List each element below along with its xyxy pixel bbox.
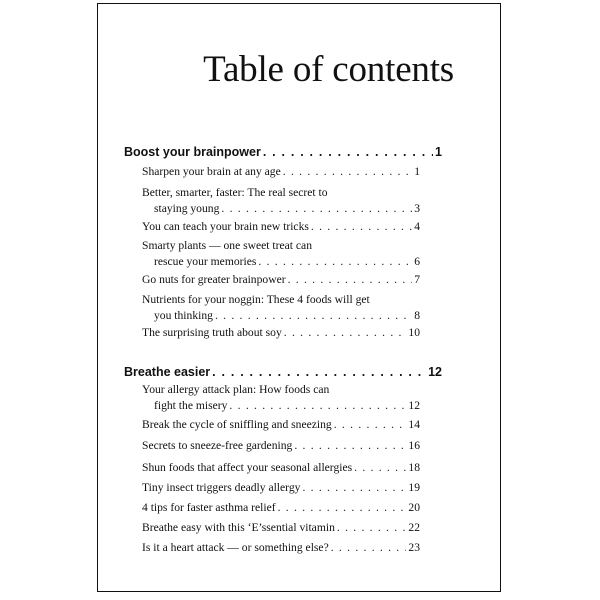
toc-entry[interactable] — [142, 164, 420, 180]
dot-leader — [311, 219, 412, 235]
entry-title: fight the misery — [154, 399, 228, 412]
entry-title: 4 tips for faster asthma relief — [142, 501, 276, 514]
entry-title-line1: Smarty plants — one sweet treat can — [142, 239, 312, 252]
toc-section — [124, 361, 442, 379]
section-title: Boost your brainpower — [124, 145, 261, 159]
toc-entry[interactable] — [142, 382, 420, 414]
dot-leader — [302, 480, 406, 496]
entry-page: 23 — [408, 541, 420, 554]
entry-title-line1: Nutrients for your noggin: These 4 foods will get — [142, 293, 370, 306]
entry-page: 18 — [408, 461, 420, 474]
toc-entry[interactable] — [142, 272, 420, 288]
toc-entry[interactable] — [142, 520, 420, 536]
toc-entry[interactable] — [142, 540, 420, 556]
toc-entry[interactable] — [142, 325, 420, 341]
entry-page: 6 — [414, 255, 420, 268]
dot-leader — [337, 520, 407, 536]
entry-page: 4 — [414, 220, 420, 233]
toc-section — [124, 141, 442, 159]
entry-page: 19 — [408, 481, 420, 494]
entry-page: 3 — [414, 202, 420, 215]
dot-leader — [221, 201, 412, 217]
entry-page: 12 — [408, 399, 420, 412]
entry-page: 1 — [414, 165, 420, 178]
dot-leader — [354, 460, 406, 476]
toc-entry[interactable] — [142, 292, 420, 324]
dot-leader — [212, 365, 426, 379]
entry-title: The surprising truth about soy — [142, 326, 282, 339]
entry-title-line1: Your allergy attack plan: How foods can — [142, 383, 330, 396]
entry-page: 22 — [408, 521, 420, 534]
toc-entry[interactable] — [142, 480, 420, 496]
section-page: 12 — [428, 365, 442, 379]
entry-title: you thinking — [154, 309, 213, 322]
toc-entry[interactable] — [142, 417, 420, 433]
entry-title: You can teach your brain new tricks — [142, 220, 309, 233]
toc-entry[interactable] — [142, 219, 420, 235]
dot-leader — [258, 254, 412, 270]
entry-title-line1: Better, smarter, faster: The real secret to — [142, 186, 328, 199]
entry-title: Sharpen your brain at any age — [142, 165, 281, 178]
dot-leader — [229, 398, 406, 414]
entry-title: Tiny insect triggers deadly allergy — [142, 481, 301, 494]
dot-leader — [331, 540, 407, 556]
entry-page: 20 — [408, 501, 420, 514]
toc-entry[interactable] — [142, 185, 420, 217]
dot-leader — [294, 438, 406, 454]
dot-leader — [278, 500, 407, 516]
dot-leader — [215, 308, 412, 324]
toc-entry[interactable] — [142, 238, 420, 270]
entry-title: Go nuts for greater brainpower — [142, 273, 286, 286]
entry-page: 7 — [414, 273, 420, 286]
entry-page: 10 — [408, 326, 420, 339]
entry-title: Shun foods that affect your seasonal allergies — [142, 461, 353, 474]
entry-page: 14 — [408, 418, 420, 431]
section-page: 1 — [435, 145, 442, 159]
dot-leader — [263, 145, 433, 159]
entry-title: rescue your memories — [154, 255, 257, 268]
page-title: Table of contents — [203, 49, 454, 90]
section-title: Breathe easier — [124, 365, 211, 379]
entry-title: Secrets to sneeze-free gardening — [142, 439, 293, 452]
dot-leader — [288, 272, 413, 288]
section-heading[interactable] — [124, 361, 442, 379]
entry-page: 8 — [414, 309, 420, 322]
dot-leader — [334, 417, 407, 433]
section-heading[interactable] — [124, 141, 442, 159]
entry-title: staying young — [154, 202, 220, 215]
entry-title: Breathe easy with this ‘E’ssential vitamin — [142, 521, 335, 534]
entry-title: Break the cycle of sniffling and sneezing — [142, 418, 332, 431]
dot-leader — [283, 164, 412, 180]
dot-leader — [284, 325, 407, 341]
entry-page: 16 — [408, 439, 420, 452]
toc-entry[interactable] — [142, 438, 420, 454]
entry-title: Is it a heart attack — or something else? — [142, 541, 329, 554]
toc-entry[interactable] — [142, 460, 420, 476]
toc-entry[interactable] — [142, 500, 420, 516]
book-page — [97, 3, 501, 592]
